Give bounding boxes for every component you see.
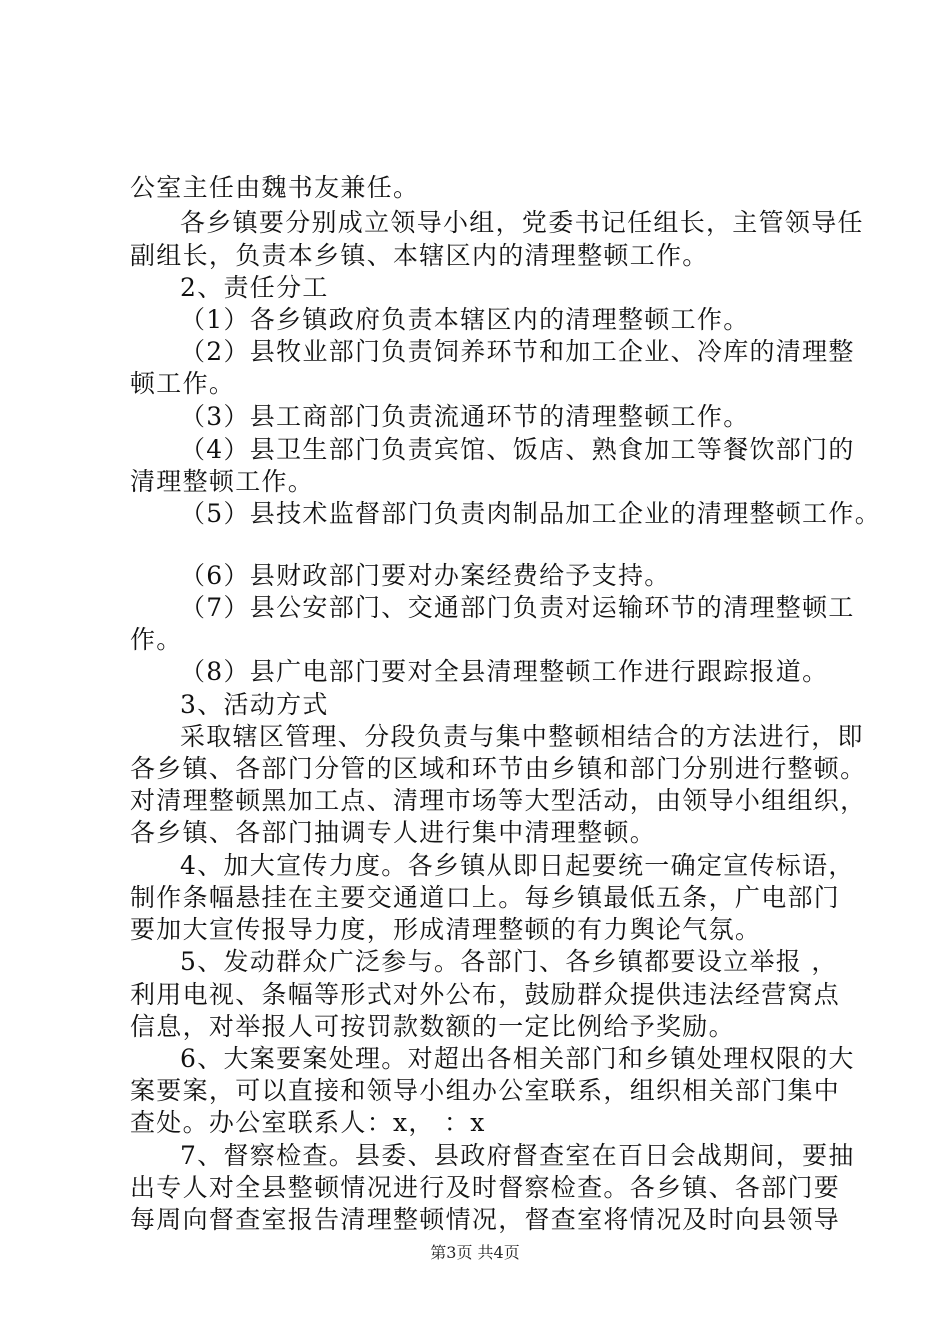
text-line: 利用电视、条幅等形式对外公布，鼓励群众提供违法经营窝点 — [130, 980, 841, 1009]
text-line: 6、大案要案处理。对超出各相关部门和乡镇处理权限的大 — [180, 1044, 855, 1073]
text-line: （2）县牧业部门负责饲养环节和加工企业、冷库的清理整 — [180, 337, 855, 366]
text-line: 公室主任由魏书友兼任。 — [130, 173, 420, 202]
text-line: 3、活动方式 — [180, 690, 329, 719]
text-line: （8）县广电部门要对全县清理整顿工作进行跟踪报道。 — [180, 657, 829, 686]
text-line: 7、督察检查。县委、县政府督查室在百日会战期间，要抽 — [180, 1141, 855, 1170]
text-line: 各乡镇、各部门抽调专人进行集中清理整顿。 — [130, 818, 657, 847]
text-line: （6）县财政部门要对办案经费给予支持。 — [180, 561, 671, 590]
text-line: 顿工作。 — [130, 369, 236, 398]
text-line: （3）县工商部门负责流通环节的清理整顿工作。 — [180, 402, 750, 431]
text-line: （1）各乡镇政府负责本辖区内的清理整顿工作。 — [180, 305, 750, 334]
text-line: 副组长，负责本乡镇、本辖区内的清理整顿工作。 — [130, 241, 709, 270]
text-line: 出专人对全县整顿情况进行及时督察检查。各乡镇、各部门要 — [130, 1173, 841, 1202]
text-line: 信息，对举报人可按罚款数额的一定比例给予奖励。 — [130, 1012, 735, 1041]
text-line: 要加大宣传报导力度，形成清理整顿的有力舆论气氛。 — [130, 915, 762, 944]
text-line: 采取辖区管理、分段负责与集中整顿相结合的方法进行，即 — [180, 722, 864, 751]
text-line: 各乡镇要分别成立领导小组，党委书记任组长，主管领导任 — [180, 208, 864, 237]
text-line: （5）县技术监督部门负责肉制品加工企业的清理整顿工作。 — [180, 499, 882, 528]
text-line: （4）县卫生部门负责宾馆、饭店、熟食加工等餐饮部门的 — [180, 435, 855, 464]
text-line: 查处。办公室联系人：x， ：x — [130, 1108, 486, 1137]
text-line: （7）县公安部门、交通部门负责对运输环节的清理整顿工 — [180, 593, 855, 622]
text-line: 5、发动群众广泛参与。各部门、各乡镇都要设立举报 ， — [180, 947, 838, 976]
text-line: 各乡镇、各部门分管的区域和环节由乡镇和部门分别进行整顿。 — [130, 754, 867, 783]
text-line: 制作条幅悬挂在主要交通道口上。每乡镇最低五条，广电部门 — [130, 883, 841, 912]
text-line: 4、加大宣传力度。各乡镇从即日起要统一确定宣传标语， — [180, 851, 855, 880]
text-line: 对清理整顿黑加工点、清理市场等大型活动，由领导小组组织， — [130, 786, 867, 815]
text-line: 案要案，可以直接和领导小组办公室联系，组织相关部门集中 — [130, 1076, 841, 1105]
text-line: 清理整顿工作。 — [130, 467, 315, 496]
page-number-footer: 第3页 共4页 — [430, 1243, 520, 1262]
text-line: 每周向督查室报告清理整顿情况，督查室将情况及时向县领导 — [130, 1205, 841, 1234]
text-line: 2、责任分工 — [180, 273, 329, 302]
text-line: 作。 — [130, 625, 183, 654]
